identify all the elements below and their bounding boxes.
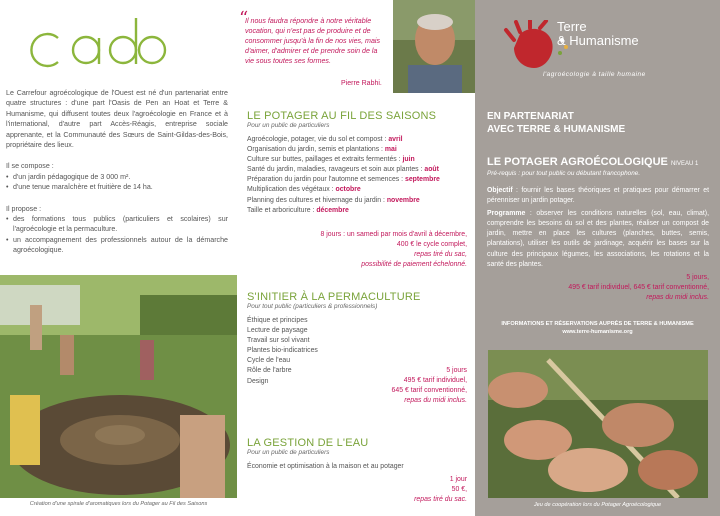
- partnership-heading: [487, 110, 625, 136]
- section-body: [247, 316, 467, 406]
- potager-agroecologique-title: [487, 156, 698, 168]
- list-item: Rôle de l'arbre: [247, 367, 292, 375]
- section-price: [392, 366, 467, 406]
- label: Objectif: [487, 187, 513, 194]
- section-title: LA GESTION DE L'EAU: [247, 437, 369, 449]
- section-price: [247, 475, 467, 505]
- section-price: [247, 230, 467, 270]
- terre-humanisme-tagline: l'agroécologie à taille humaine: [543, 71, 646, 78]
- list-item: [247, 206, 467, 216]
- website-link[interactable]: www.terre-humanisme.org: [562, 329, 633, 335]
- session-list: [247, 135, 467, 216]
- session-topic: Organisation du jardin, semis et plantations :: [247, 146, 385, 154]
- list-item: • des formations tous publics (particuliers et scolaires) sur l'agroécologie et la permaculture.: [6, 214, 228, 235]
- session-topic: Planning des cultures et hivernage du jardin :: [247, 196, 387, 204]
- right-column: [475, 0, 720, 516]
- section-potager-saisons: [247, 110, 467, 270]
- prerequisite: Pré-requis : pour tout public ou débutant francophone.: [487, 170, 641, 177]
- list-item: Éthique et principes: [247, 317, 308, 324]
- session-topic: Multiplication des végétaux :: [247, 186, 336, 194]
- session-topic: Agroécologie, potager, vie du sol et compost :: [247, 136, 389, 143]
- level-badge: NIVEAU 1: [670, 161, 699, 167]
- list-item: • d'une tenue maraîchère et fruitière de 14 ha.: [6, 182, 228, 192]
- logo-text: Terre: [557, 19, 587, 34]
- price-line: repas tiré du sac.: [414, 496, 467, 504]
- price-line: 495 € tarif individuel,: [403, 377, 467, 384]
- photo-caption: Jeu de coopération lors du Potager Agroécologique: [533, 502, 662, 508]
- compose-list: [6, 172, 228, 193]
- price-line: repas du midi inclus.: [404, 397, 467, 404]
- price-line: repas tiré du sac,: [414, 250, 467, 258]
- list-item: Plantes bio-indicatrices: [247, 347, 318, 355]
- session-month: novembre: [386, 196, 420, 204]
- programme-text: : observer les conditions naturelles (sol, eau, climat), comprendre les besoins du sol et des plantes, réaliser un compost de jardin, mettre en place les cultures (planches, buttes, semis, plantations), utiliser les outils de jardinage, acquérir les bases sur la culture des principaux légumes, les associations, les rotations et la santé des plantes.: [487, 209, 709, 269]
- course-price: [487, 273, 709, 303]
- list-item: Lecture de paysage: [247, 327, 308, 335]
- price-line: 495 € tarif individuel, 645 € tarif conventionné,: [568, 284, 709, 291]
- course-description: [487, 186, 709, 270]
- label: Programme: [487, 209, 526, 217]
- section-subtitle: Pour un public de particuliers: [247, 122, 330, 129]
- price-line: 400 € le cycle complet,: [396, 240, 467, 248]
- propose-heading: Il propose :: [6, 204, 42, 213]
- list-item: Travail sur sol vivant: [247, 337, 310, 345]
- garden-spiral-photo: [0, 275, 237, 498]
- list-item: [247, 155, 467, 165]
- session-month: décembre: [316, 206, 349, 214]
- session-month: mai: [384, 146, 397, 154]
- session-month: août: [424, 166, 439, 174]
- price-line: 5 jours,: [686, 274, 709, 281]
- section-permaculture: [247, 291, 467, 406]
- pierre-rabhi-photo: [393, 0, 475, 93]
- middle-column: [237, 0, 475, 516]
- section-title: S'INITIER À LA PERMACULTURE: [247, 291, 421, 303]
- session-topic: Taille et arboriculture :: [247, 206, 317, 214]
- list-item: [247, 196, 467, 206]
- price-line: 50 €,: [451, 486, 467, 494]
- quote-text: Il nous faudra répondre à notre véritable vocation, qui n'est pas de produire et de consommer jusqu'à la fin de nos vies, mais d'aimer, d'admirer et de prendre soin de la vie sous toutes ses formes.: [245, 17, 381, 65]
- topic-list: [247, 316, 318, 406]
- price-line: possibilité de paiement échelonné.: [361, 260, 467, 268]
- price-line: 8 jours : un samedi par mois d'avril à décembre,: [320, 230, 467, 238]
- terre-humanisme-name: [557, 20, 639, 48]
- intro-text: [6, 88, 228, 256]
- session-topic: Culture sur buttes, paillages et extraits fermentés :: [247, 156, 403, 164]
- compose-heading: Il se compose :: [6, 162, 54, 171]
- info-heading: INFORMATIONS ET RÉSERVATIONS AUPRÈS DE TERRE & HUMANISME: [501, 321, 694, 327]
- left-column: [0, 0, 237, 516]
- list-item: [247, 145, 467, 155]
- list-item: [247, 185, 467, 195]
- info-block: [475, 320, 720, 336]
- price-line: 1 jour: [449, 476, 467, 484]
- propose-list: [6, 214, 228, 256]
- session-topic: Préparation du jardin pour l'automne et semences :: [247, 176, 405, 184]
- photo-caption: Création d'une spirale d'aromatiques lors du Potager au Fil des Saisons: [29, 501, 208, 507]
- price-line: 645 € tarif conventionné,: [391, 387, 467, 394]
- title-text: LE POTAGER AGROÉCOLOGIQUE: [487, 156, 668, 168]
- section-title: LE POTAGER AU FIL DES SAISONS: [247, 110, 437, 122]
- session-month: avril: [388, 136, 403, 143]
- section-line: Économie et optimisation à la maison et au potager: [247, 463, 404, 470]
- price-line: 5 jours: [446, 367, 467, 374]
- session-topic: Santé du jardin, maladies, ravageurs et soin aux plantes :: [247, 166, 425, 174]
- list-item: [247, 135, 467, 145]
- section-subtitle: Pour un public de particuliers: [247, 449, 330, 456]
- objective-text: : fournir les bases théoriques et pratiques pour démarrer et pérenniser un jardin potager.: [487, 187, 709, 205]
- session-month: septembre: [404, 176, 440, 184]
- section-gestion-eau: [247, 437, 467, 505]
- list-item: • d'un jardin pédagogique de 3 000 m².: [6, 172, 228, 182]
- heading-line: AVEC TERRE & HUMANISME: [487, 124, 626, 135]
- quote-author: Pierre Rabhi.: [341, 80, 382, 87]
- session-month: juin: [402, 156, 415, 164]
- session-month: octobre: [335, 186, 361, 194]
- list-item: Design: [247, 377, 269, 385]
- list-item: • un accompagnement des professionnels autour de la démarche agroécologique.: [6, 235, 228, 256]
- price-line: repas du midi inclus.: [646, 294, 709, 301]
- heading-line: EN PARTENARIAT: [487, 111, 574, 122]
- list-item: Cycle de l'eau: [247, 357, 291, 365]
- section-subtitle: Pour tout public (particuliers & professionnels): [247, 303, 378, 310]
- quote-mark: “: [239, 8, 249, 29]
- intro-paragraph: Le Carrefour agroécologique de l'Ouest est né d'un partenariat entre quatre structures : d'une part l'Oasis de Pen an Hoat et Terre & Humanisme, qui diffusent toutes deux l'agroécologie en France et à l'international, d'autre part Accès-Réagis, entreprise sociale apprenante, et la Communauté des Sœurs de Saint-Gildas-des-Bois, propriétaire des lieux.: [6, 89, 228, 150]
- list-item: [247, 165, 467, 175]
- list-item: [247, 175, 467, 185]
- cado-logo: [28, 12, 168, 74]
- cooperation-game-photo: [488, 350, 708, 498]
- logo-text: & Humanisme: [557, 33, 639, 48]
